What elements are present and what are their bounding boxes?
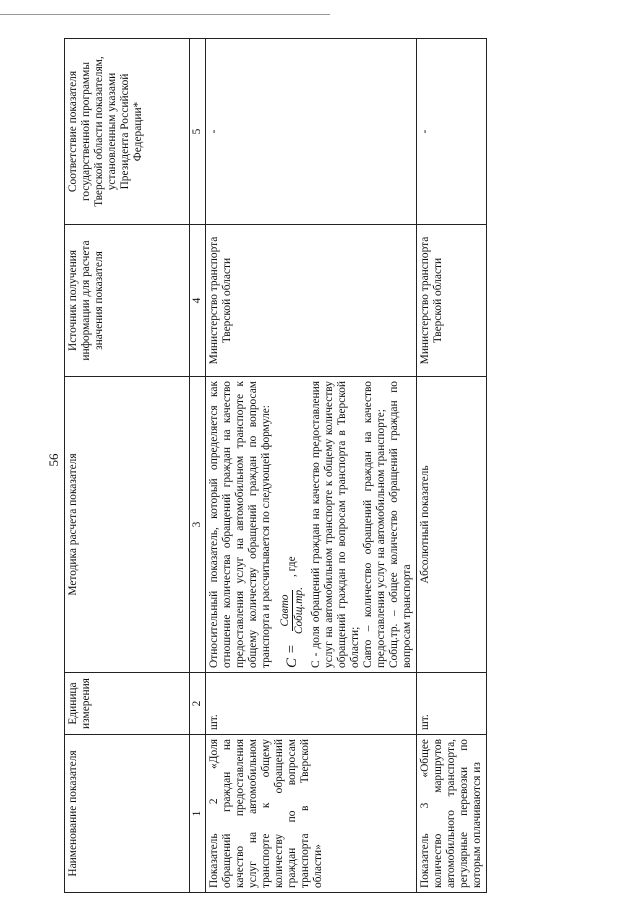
table-row xyxy=(206,39,417,893)
indicator-table xyxy=(64,38,487,893)
method-definition-c: C - доля обращений граждан на качество предоставления услуг на автомобильном транспорте к общему количеству обращений граждан по вопросам транспорта в Тверской области; xyxy=(310,381,361,668)
indicator-source: Министерство транспорта Тверской области xyxy=(417,225,487,377)
col-number: 2 xyxy=(190,673,206,735)
top-rule xyxy=(0,14,330,15)
table-header-row xyxy=(65,39,190,893)
col-number: 4 xyxy=(190,225,206,377)
indicator-method xyxy=(206,377,417,673)
indicator-compliance: - xyxy=(417,39,487,225)
indicator-compliance: - xyxy=(206,39,417,225)
page-number: 56 xyxy=(46,453,61,467)
column-number-row xyxy=(190,39,206,893)
table-row xyxy=(417,39,487,893)
formula-fraction xyxy=(279,583,306,638)
indicator-name: Показатель 2 «Доля обращений граждан на качество предоставления услуг на автомобильном транспорте к общему количеству обращений граждан по вопросам транспорта в Тверской области» xyxy=(206,735,417,893)
method-definition-cobsh: Cобщ.тр. – общее количество обращений граждан по вопросам транспорта xyxy=(388,381,413,668)
col-number: 3 xyxy=(190,377,206,673)
formula-denominator: Cобщ.тр. xyxy=(293,587,305,635)
indicator-table-sheet xyxy=(64,39,505,893)
header-name: Наименование показателя xyxy=(65,735,190,893)
header-source: Источник получения информации для расчета значения показателя xyxy=(65,225,190,377)
col-number: 5 xyxy=(190,39,206,225)
header-method: Методика расчета показателя xyxy=(65,377,190,673)
indicator-name: Показатель 3 «Общее количество маршрутов автомобильного транспорта, регулярные перевозки по которым оплачиваются из xyxy=(417,735,487,893)
indicator-unit: шт. xyxy=(417,673,487,735)
indicator-source: Министерство транспорта Тверской области xyxy=(206,225,417,377)
formula xyxy=(279,381,306,668)
col-number: 1 xyxy=(190,735,206,893)
header-unit: Единица измерения xyxy=(65,673,190,735)
header-compliance: Соответствие показателя государственной программы Тверской области показателям, установленным указами Президента Российской Федерации* xyxy=(65,39,190,225)
formula-numerator: Cавто xyxy=(279,590,293,630)
method-intro: Относительный показатель, который определяется как отношение количества обращений граждан на качество предоставления услуг на автомобильном транспорте к общему количеству обращений граждан по вопросам транспорта и рассчитывается по следующей формуле: xyxy=(208,381,272,668)
indicator-method: Абсолютный показатель xyxy=(417,377,487,673)
indicator-unit: шт. xyxy=(206,673,417,735)
formula-where: , где xyxy=(286,556,298,578)
formula-lhs: C = xyxy=(284,644,300,668)
method-definition-cavto: Cавто – количество обращений граждан на качество предоставления услуг на автомобильном транспорте; xyxy=(362,381,387,668)
